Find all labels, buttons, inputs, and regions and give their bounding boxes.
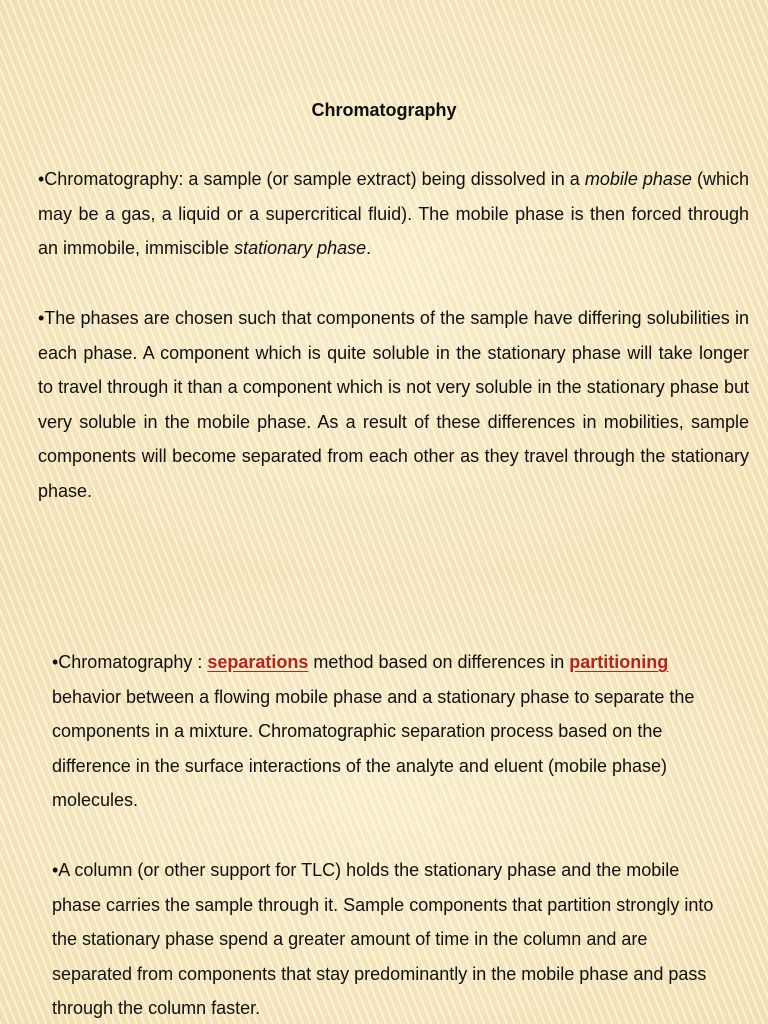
- paragraph-separation-method: [52, 645, 722, 818]
- paragraph-text: •Chromatography: a sample (or sample extract) being dissolved in a: [38, 169, 585, 189]
- paragraph-definition: [38, 162, 749, 266]
- partitioning-link[interactable]: partitioning: [569, 652, 669, 672]
- slide-2: [0, 576, 768, 1024]
- term-stationary-phase: stationary phase: [234, 238, 367, 259]
- term-mobile-phase: mobile phase: [584, 169, 692, 189]
- paragraph-text: behavior between a flowing mobile phase and a stationary phase to separate the components in a mixture. Chromatographic separation process based on the difference in the surface interactions of the analyte and eluent (mobile phase) molecules.: [52, 686, 695, 811]
- paragraph-text: method based on differences in: [308, 652, 570, 672]
- slide-title: Chromatography: [311, 100, 457, 120]
- paragraph-column: •A column (or other support for TLC) holds the stationary phase and the mobile phase carries the sample through it. Sample components that partition strongly into the stationary phase spend a greater amount of time in the column and are separated from components that stay predominantly in the mobile phase and pass through the column faster.: [52, 860, 714, 1019]
- paragraph-text: •Chromatography :: [52, 652, 208, 672]
- paragraph-phases: •The phases are chosen such that components of the sample have differing solubilities in each phase. A component which is quite soluble in the stationary phase will take longer to travel through it than a component which is not very soluble in the stationary phase but very soluble in the mobile phase. As a result of these differences in mobilities, sample components will become separated from each other as they travel through the stationary phase.: [38, 308, 749, 501]
- separations-link[interactable]: separations: [207, 652, 309, 672]
- paragraph-text: .: [366, 238, 372, 259]
- paragraph-text: (which may be a gas, a liquid or a supercritical fluid). The mobile phase is then forced through an immobile, immiscible: [38, 169, 749, 259]
